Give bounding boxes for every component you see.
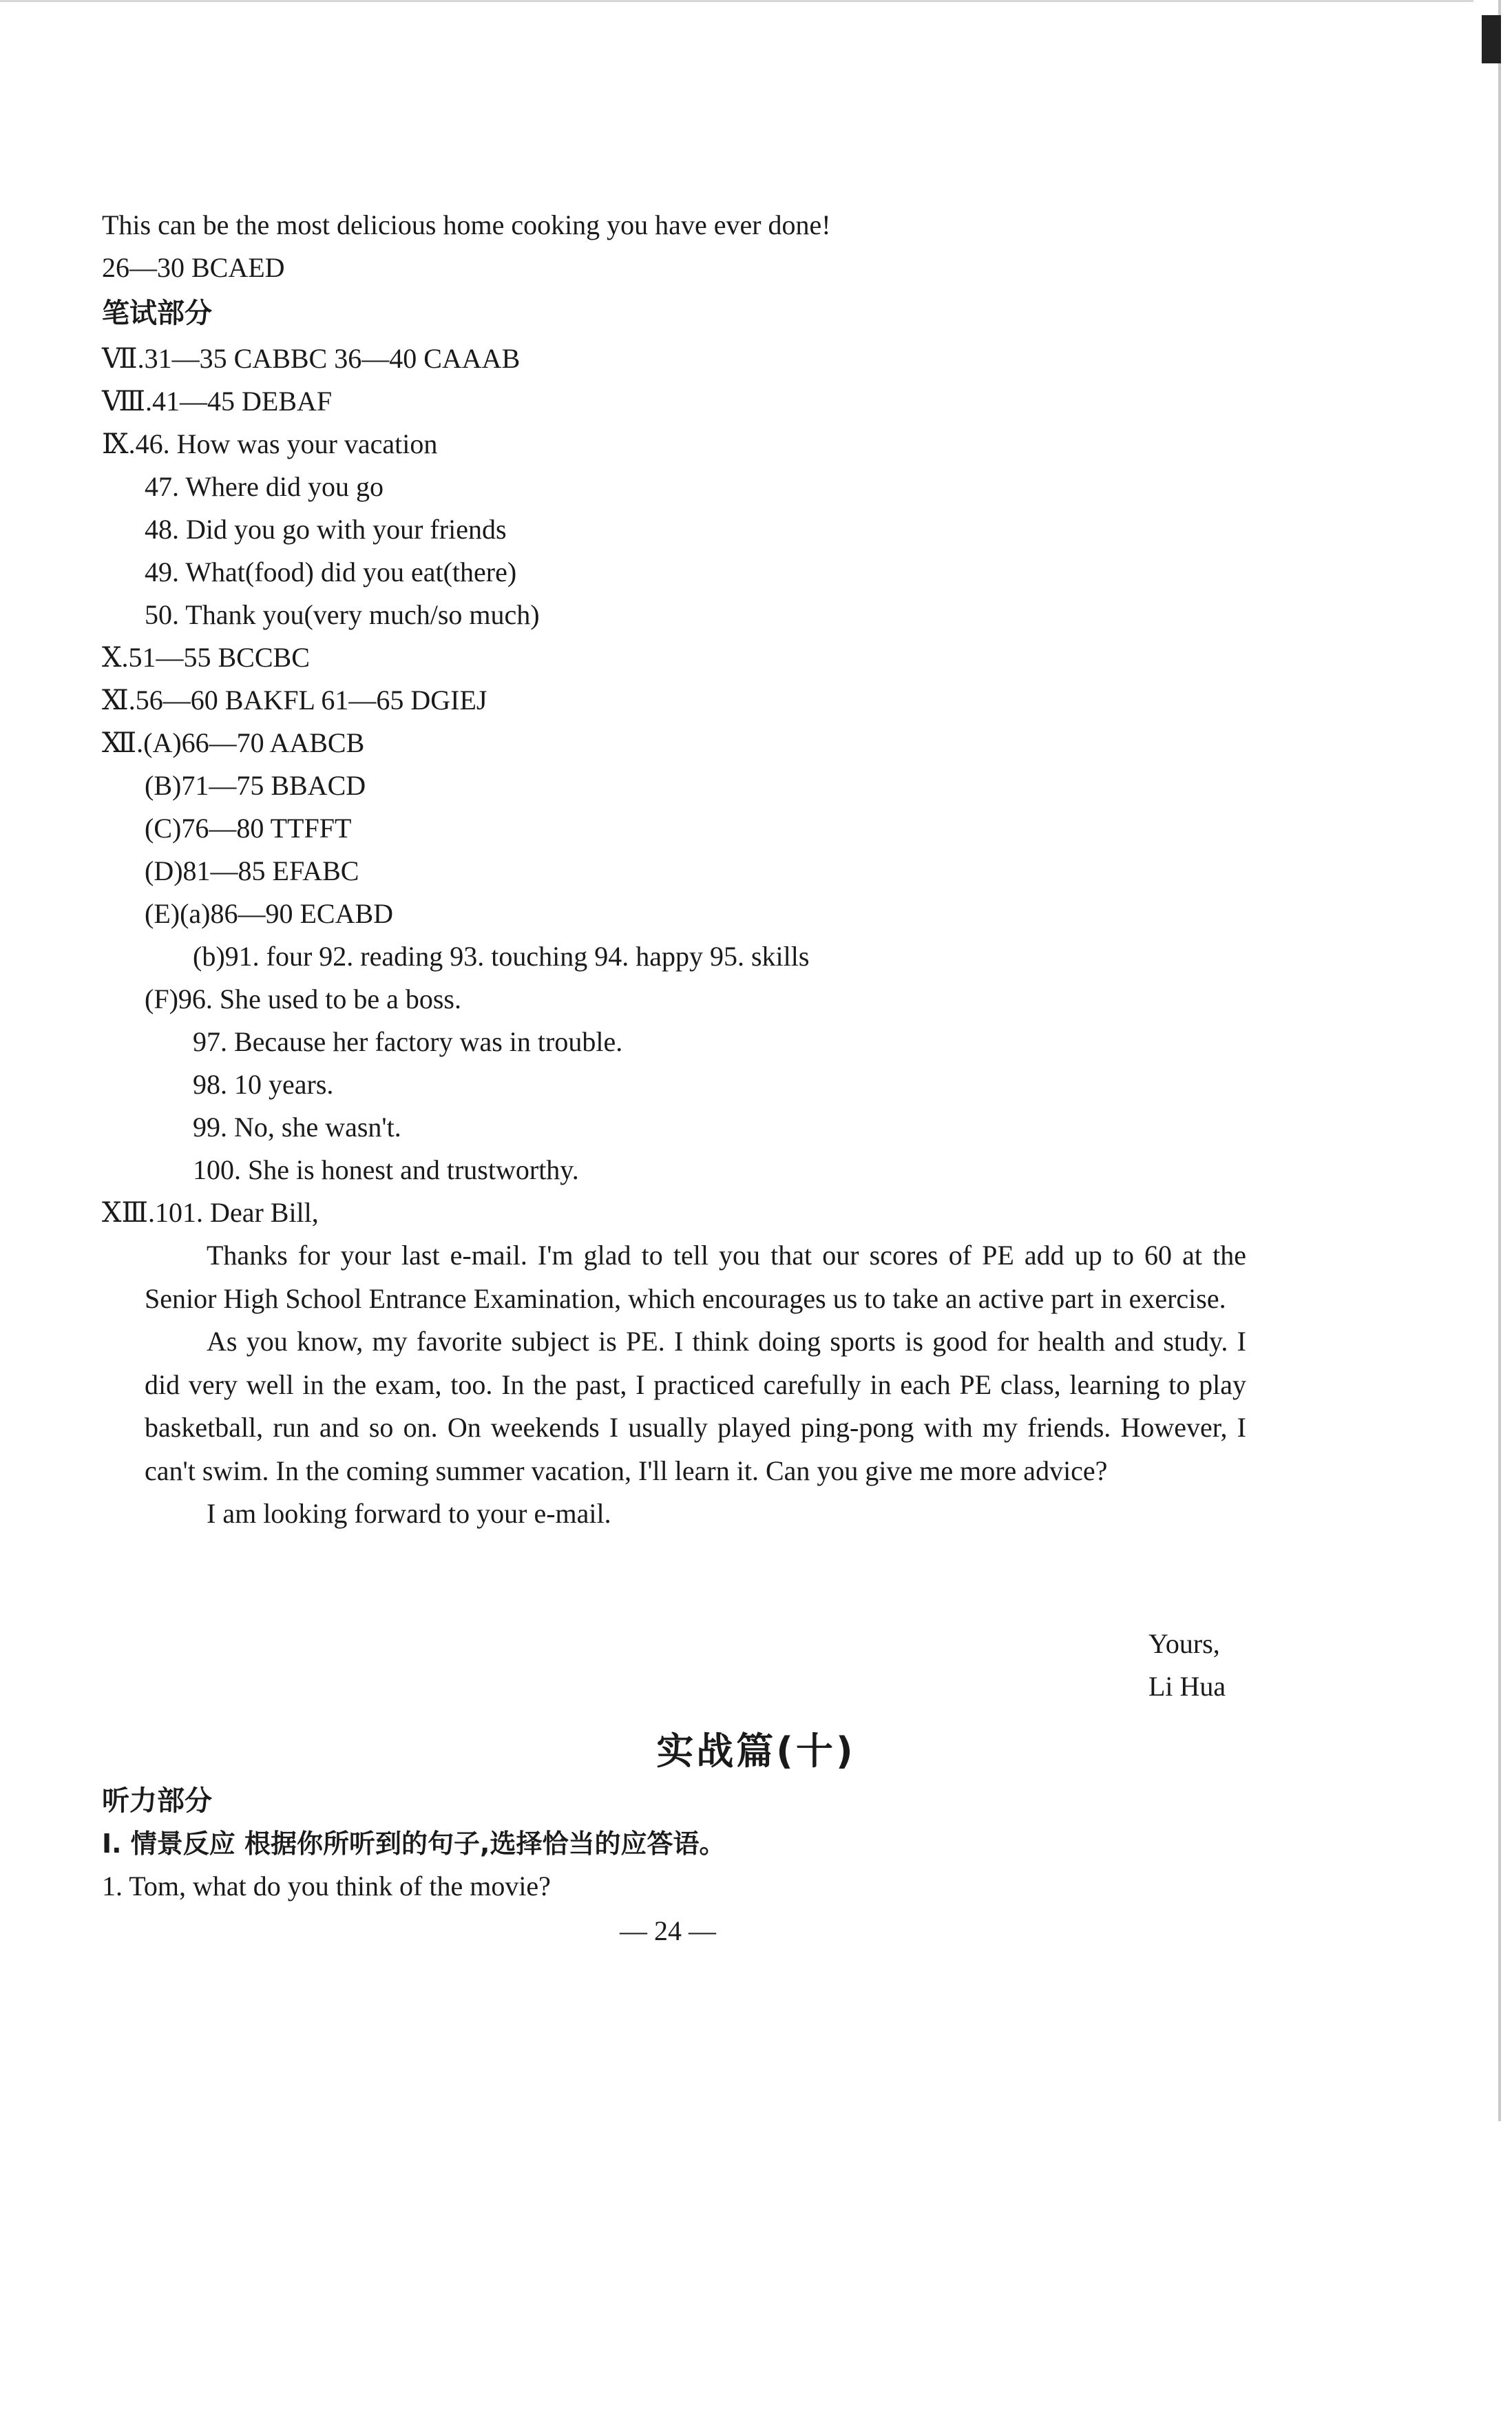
- answer-line: Ⅸ.46. How was your vacation: [102, 428, 438, 459]
- answer-line: 48. Did you go with your friends: [145, 514, 507, 545]
- answer-line: 98. 10 years.: [193, 1069, 334, 1100]
- letter-paragraph: I am looking forward to your e-mail.: [207, 1498, 611, 1529]
- answer-line: Ⅶ.31—35 CABBC 36—40 CAAAB: [102, 343, 521, 374]
- answer-line: 100. She is honest and trustworthy.: [193, 1154, 579, 1185]
- written-part-heading: 笔试部分: [102, 298, 212, 329]
- answer-line: This can be the most delicious home cooking you have ever done!: [102, 209, 831, 240]
- answer-line: (B)71—75 BBACD: [145, 770, 366, 801]
- answer-line: 47. Where did you go: [145, 471, 384, 502]
- question-text: 1. Tom, what do you think of the movie?: [102, 1871, 551, 1902]
- question-instruction: Ⅰ. 情景反应 根据你所听到的句子,选择恰当的应答语。: [102, 1829, 726, 1859]
- answer-line: (F)96. She used to be a boss.: [145, 983, 461, 1014]
- answer-line: Ⅷ.41—45 DEBAF: [102, 386, 333, 417]
- answer-line: 26—30 BCAED: [102, 252, 285, 283]
- answer-line: (E)(a)86—90 ECABD: [145, 898, 394, 929]
- answer-line: Ⅹ.51—55 BCCBC: [102, 642, 310, 673]
- answer-line: 97. Because her factory was in trouble.: [193, 1026, 623, 1057]
- answer-line: ⅩⅢ.101. Dear Bill,: [102, 1197, 319, 1228]
- letter-body: [145, 1234, 1246, 1536]
- listening-heading: 听力部分: [102, 1785, 212, 1817]
- letter-signature: Li Hua: [1148, 1671, 1226, 1702]
- page-number: — 24 —: [620, 1915, 716, 1946]
- answer-line: 99. No, she wasn't.: [193, 1112, 401, 1143]
- letter-paragraph: As you know, my favorite subject is PE. I think doing sports is good for health and study. I did very well in the exam, too. In the past, I practiced carefully in each PE class, learning to play basketball, run and so on. On weekends I usually played ping-pong with my friends. However, I can't swim. In the coming summer vacation, I'll learn it. Can you give me more advice?: [145, 1326, 1246, 1486]
- letter-closing: Yours,: [1148, 1628, 1220, 1659]
- answer-line: (b)91. four 92. reading 93. touching 94. happy 95. skills: [193, 941, 810, 972]
- section-title: 实战篇(十): [656, 1729, 856, 1773]
- page-right-edge: [1498, 0, 1501, 2121]
- answer-line: (D)81—85 EFABC: [145, 855, 359, 886]
- page-top-edge: [0, 0, 1473, 2]
- answer-line: Ⅺ.56—60 BAKFL 61—65 DGIEJ: [102, 685, 487, 716]
- answer-line: (C)76—80 TTFFT: [145, 813, 352, 844]
- answer-line: 49. What(food) did you eat(there): [145, 556, 517, 587]
- answer-line: 50. Thank you(very much/so much): [145, 599, 540, 630]
- scan-edge-mark: [1482, 15, 1501, 63]
- answer-line: Ⅻ.(A)66—70 AABCB: [102, 727, 365, 758]
- letter-paragraph: Thanks for your last e-mail. I'm glad to tell you that our scores of PE add up to 60 at the Senior High School Entrance Examination, which encourages us to take an active part in exercise.: [145, 1240, 1246, 1314]
